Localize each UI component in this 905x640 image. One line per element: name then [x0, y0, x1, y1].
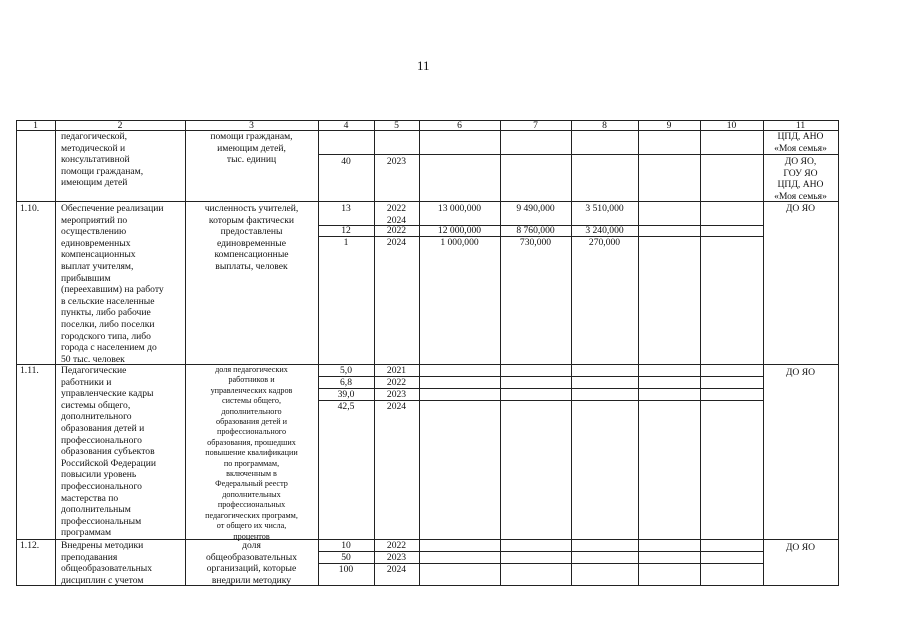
- table-border: [374, 120, 375, 586]
- cont-name: педагогической, методической и консультативной помощи гражданам, имеющим детей: [61, 131, 144, 189]
- table-border: [55, 120, 56, 586]
- indicator-value: 50: [341, 552, 351, 563]
- table-border: [16, 201, 839, 202]
- table-border: [318, 154, 763, 155]
- header-cell: 7: [533, 120, 538, 131]
- table-border: [700, 120, 701, 586]
- cont-executor: ЦПД, АНО «Моя семья»: [774, 131, 827, 154]
- header-cell: 9: [666, 120, 672, 131]
- table-border: [318, 120, 319, 586]
- row-name: Внедрены методики преподавания общеобразовательных дисциплин с учетом: [61, 540, 152, 586]
- cont-executor: ДО ЯО, ГОУ ЯО ЦПД, АНО «Моя семья»: [774, 156, 827, 202]
- indicator-year: 2022: [386, 225, 407, 236]
- indicator-value: 1: [343, 237, 349, 248]
- funding-total: 13 000,000: [437, 203, 482, 214]
- row-executor: ДО ЯО: [785, 203, 816, 214]
- header-cell: 4: [343, 120, 349, 131]
- indicator-value: 10: [341, 540, 351, 551]
- indicator-value: 13: [341, 203, 351, 214]
- indicator-value: 5,0: [340, 365, 352, 376]
- indicator-year: 2024: [386, 401, 407, 412]
- indicator-year: 2021: [386, 365, 407, 376]
- funding-federal: 8 760,000: [516, 225, 555, 236]
- header-cell: 8: [602, 120, 607, 131]
- cont-indicator: помощи гражданам, имеющим детей, тыс. единиц: [210, 131, 293, 166]
- header-cell: 2: [117, 120, 123, 131]
- row-indicator: доля общеобразовательных организаций, которые внедрили методику: [206, 540, 297, 586]
- cont-year: 2023: [386, 156, 407, 167]
- table-border: [571, 120, 572, 586]
- indicator-year: 2024: [386, 237, 407, 248]
- indicator-year: 2023: [386, 552, 407, 563]
- plan-table: [16, 120, 839, 586]
- funding-regional: 3 240,000: [585, 225, 624, 236]
- row-number: 1.10.: [20, 203, 40, 214]
- funding-federal: 730,000: [519, 237, 552, 248]
- funding-regional: 270,000: [588, 237, 621, 248]
- indicator-year: 2022: [386, 377, 407, 388]
- table-border: [419, 120, 420, 586]
- cont-value: 40: [341, 156, 351, 167]
- funding-federal: 9 490,000: [516, 203, 555, 214]
- row-indicator: численность учителей, которым фактически предоставлены единовременные компенсационные выплаты, человек: [204, 203, 299, 272]
- funding-total: 12 000,000: [437, 225, 482, 236]
- row-executor: ДО ЯО: [785, 367, 816, 378]
- row-number: 1.11.: [20, 365, 39, 376]
- indicator-year: 2022 2024: [386, 203, 407, 226]
- header-cell: 1: [33, 120, 38, 131]
- page-number: 11: [417, 58, 430, 73]
- indicator-value: 6,8: [340, 377, 352, 388]
- table-border: [638, 120, 639, 586]
- indicator-value: 100: [338, 564, 354, 575]
- row-indicator: доля педагогических работников и управленческих кадров системы общего, дополнительного образования детей и профессионального образования, прошедших повышение квалификации по программам, включенным в Федеральный реестр дополнительных профессиональных педагогических программ, от общего их числа, процентов: [205, 365, 298, 541]
- row-executor: ДО ЯО: [785, 542, 816, 553]
- indicator-value: 12: [341, 225, 351, 236]
- row-name: Обеспечение реализации мероприятий по осуществлению единовременных компенсационных выплат учителям, прибывшим (переехавшим) на работу в сельские населенные пункты, либо рабочие поселки, либо поселки городского типа, либо города с населением до 50 тыс. человек: [61, 203, 164, 365]
- funding-regional: 3 510,000: [585, 203, 624, 214]
- header-cell: 3: [249, 120, 254, 131]
- table-border: [838, 120, 839, 586]
- header-cell: 11: [795, 120, 806, 131]
- row-name: Педагогические работники и управленческие кадры системы общего, дополнительного образования детей и профессионального образования субъектов Российской Федерации повысили уровень профессионального мастерства по дополнительным профессиональным программам: [61, 365, 156, 539]
- header-cell: 5: [394, 120, 399, 131]
- indicator-value: 39,0: [337, 389, 355, 400]
- indicator-value: 42,5: [337, 401, 355, 412]
- indicator-year: 2023: [386, 389, 407, 400]
- row-number: 1.12.: [20, 540, 40, 551]
- header-cell: 6: [457, 120, 462, 131]
- table-border: [500, 120, 501, 586]
- funding-total: 1 000,000: [440, 237, 479, 248]
- header-cell: 10: [726, 120, 737, 131]
- indicator-year: 2022: [386, 540, 407, 551]
- table-border: [16, 120, 17, 586]
- indicator-year: 2024: [386, 564, 407, 575]
